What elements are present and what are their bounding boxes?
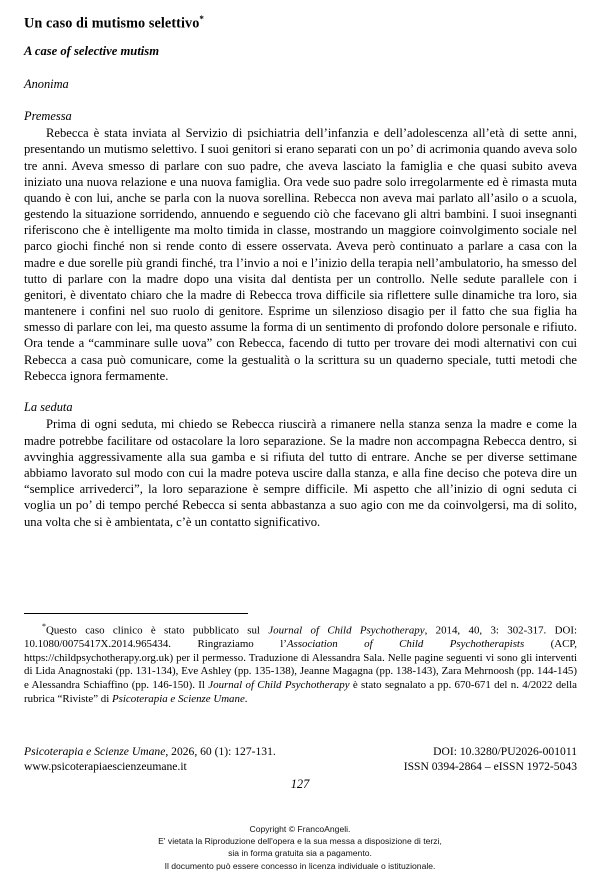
journal-name: Psicoterapia e Scienze Umane — [24, 745, 166, 758]
journal-issn: ISSN 0394-2864 – eISSN 1972-5043 — [403, 760, 577, 774]
footnote-text — [24, 622, 577, 706]
footnote-separator-rule — [24, 613, 248, 614]
section-paragraph-la-seduta: Prima di ogni seduta, mi chiedo se Rebecca riuscirà a rimanere nella stanza senza la madre e come la madre potrebbe facilitare od ostacolare la loro separazione. Se la madre non accompagna Rebecca dentro, si avvinghia aggressivamente alla sua gamba e si rifiuta del tutto di entrare. Anche se per diverse settimane abbiamo lavorato sul modo con cui la madre poteva uscire dalla stanza, e alla fine deciso che poteva dire un “semplice arrivederci”, la loro separazione è sempre difficile. Mi aspetto che all’inizio di ogni seduta ci voglia un po’ di tempo perché Rebecca si senta abbastanza a suo agio con me da coinvolgersi, ma di solito, una volta che si è ambientata, c’è un contatto significativo. — [24, 417, 577, 529]
title-text: Un caso di mutismo selettivo — [24, 15, 200, 32]
copyright-line-3: sia in forma gratuita sia a pagamento. — [228, 848, 372, 859]
footnote-journal-3: Psicoterapia e Scienze Umane — [112, 692, 245, 705]
section-paragraph-premessa: Rebecca è stata inviata al Servizio di psichiatria dell’infanzia e dell’adolescenza all’età di sette anni, presentando un mutismo selettivo. I suoi genitori si erano separati con un po’ di acrimonia quando aveva solo tre anni. Aveva smesso di parlare con suo padre, che aveva lasciato la famiglia e che quasi subito aveva iniziato una nuova relazione e una nuova famiglia. Ora vede suo padre solo irregolarmente ed è rimasta muta quando è con lui, anche se parla con la nuova sorellina. Rebecca non aveva mai parlato all’asilo o a scuola, gestendo la situazione sorridendo, annuendo e seguendo ciò che facevano gli altri bambini. I suoi insegnanti riferiscono che è intelligente ma molto timida in classe, mostrando un maggiore coinvolgimento sociale nel parco giochi finché non si rende conto di essere osservata. Aveva però continuato a parlare a casa con la madre e due sorelle più grandi finché, tra l’invio a noi e l’inizio della terapia nell’ambulatorio, ha smesso del tutto di parlare con la madre dopo una visita dal dentista per un controllo. Nelle sedute parallele con i genitori, è diventato chiaro che la madre di Rebecca trova difficile sia riflettere sulle dinamiche tra loro, sia mantenere i confini nel suo ruolo di genitore. Esprime un silenzioso disagio per il fatto che sua figlia ha smesso di parlare con lei, ma questo assume la forma di un sentimento di profondo dolore personale e rifiuto. Ora tende a “camminare sulle uova” con Rebecca, facendo di tutto per trovare dei modi alternativi con cui Rebecca a casa può comunicare, come la gestualità o la scrittura su un quaderno speciale, tutti metodi che Rebecca ignora fermamente. — [24, 126, 577, 383]
footnote-part-3: (ACP, https://childpsychotherapy.org.uk) per il permesso. Traduzione di Alessandra Sala. Nelle pagine seguenti vi sono gli interventi di Lida Anagnostaki (pp. 131-134), Eve Ashley (pp. 135-138), Jeanne Magagna (pp. 138-143), Zara Mehrnoosh (pp. 144-145) e Alessandra Schiaffino (pp. 146-150). Il — [24, 638, 578, 691]
footnote-association-name: Association of Child Psychotherapists — [286, 638, 525, 651]
journal-website-line — [24, 759, 577, 774]
footnote-part-2: , 2014, 40, 3: 302-317. DOI: 10.1080/0075417X.2014.965434. Ringraziamo l’ — [24, 624, 577, 651]
page-title — [24, 14, 577, 33]
copyright-line-1: Copyright © FrancoAngeli. — [249, 824, 351, 834]
footnote-marker: * — [42, 622, 46, 631]
footnote-part-1: Questo caso clinico è stato pubblicato sul — [46, 624, 269, 637]
footnote-part-5: . — [244, 692, 248, 705]
footnote-journal-2: Journal of Child Psychotherapy — [208, 678, 350, 691]
title-footnote-marker: * — [199, 14, 205, 24]
footnote-journal-1: Journal of Child Psychotherapy — [268, 624, 425, 637]
page-number: 127 — [290, 777, 310, 791]
article-author: Anonima — [24, 77, 69, 92]
journal-citation-line — [24, 744, 577, 759]
copyright-line-2: E' vietata la Riproduzione dell'opera e la sua messa a disposizione di terzi, — [158, 836, 442, 847]
footnote-part-4: è stato segnalato a pp. 670-671 del n. 4/2022 della rubrica “Riviste” di — [24, 678, 577, 705]
copyright-notice — [0, 823, 600, 872]
journal-website[interactable]: www.psicoterapiaescienzeumane.it — [24, 760, 187, 774]
journal-issue: , 2026, 60 (1): 127-131. — [165, 745, 276, 758]
article-content — [24, 14, 577, 530]
journal-citation-left — [24, 744, 276, 759]
section-heading-premessa: Premessa — [24, 108, 72, 123]
section-heading-la-seduta: La seduta — [24, 399, 73, 414]
copyright-line-4: Il documento può essere concesso in licenza individuale o istituzionale. — [164, 860, 436, 871]
article-subtitle: A case of selective mutism — [24, 44, 160, 59]
journal-doi: DOI: 10.3280/PU2026-001011 — [433, 745, 577, 758]
journal-citation-block — [24, 744, 577, 775]
